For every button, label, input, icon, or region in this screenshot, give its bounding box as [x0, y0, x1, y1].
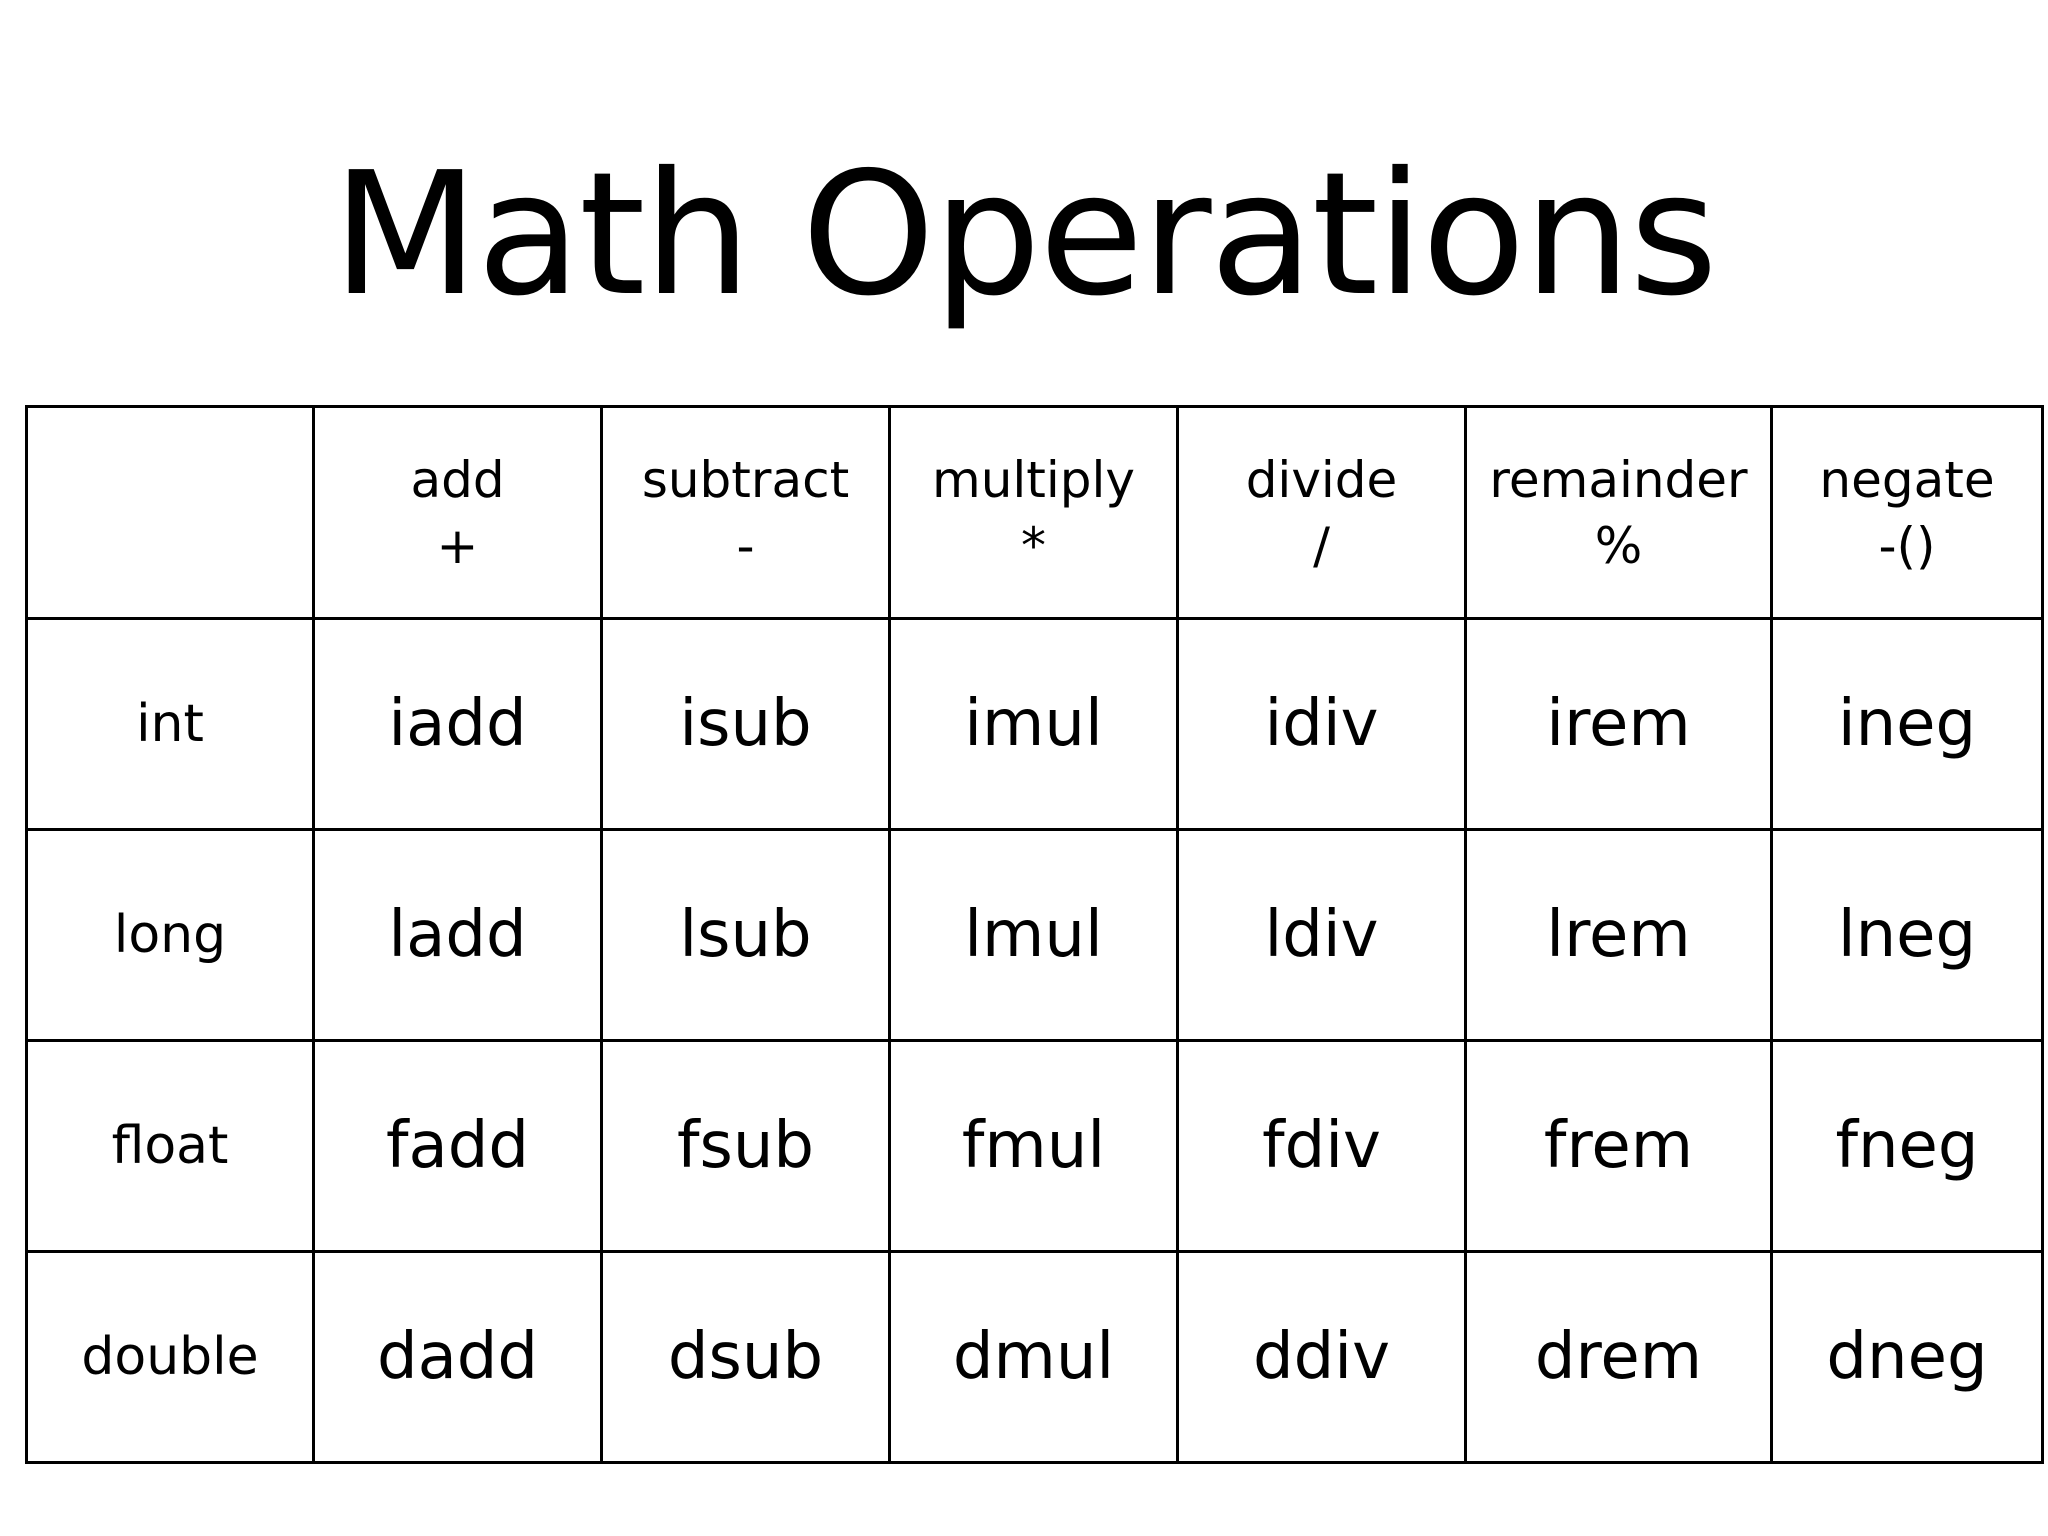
- table-row-int: [27, 619, 2043, 830]
- table-row-float: [27, 1041, 2043, 1252]
- instruction-cell: ladd: [314, 830, 602, 1041]
- instruction-cell: ddiv: [1178, 1252, 1466, 1463]
- type-label: float: [27, 1041, 314, 1252]
- table-row-double: [27, 1252, 2043, 1463]
- operation-symbol: -: [736, 516, 755, 575]
- header-add: [314, 407, 602, 619]
- operation-symbol: -(): [1878, 516, 1936, 575]
- instruction-cell: ldiv: [1178, 830, 1466, 1041]
- instruction-cell: lmul: [890, 830, 1178, 1041]
- instruction-cell: ineg: [1772, 619, 2043, 830]
- instruction-cell: dneg: [1772, 1252, 2043, 1463]
- instruction-cell: dadd: [314, 1252, 602, 1463]
- instruction-cell: fdiv: [1178, 1041, 1466, 1252]
- instruction-cell: fmul: [890, 1041, 1178, 1252]
- instruction-cell: idiv: [1178, 619, 1466, 830]
- instruction-cell: frem: [1466, 1041, 1772, 1252]
- header-row: [27, 407, 2043, 619]
- operation-name: negate: [1819, 450, 1995, 509]
- operation-name: divide: [1245, 450, 1398, 509]
- instruction-cell: fsub: [602, 1041, 890, 1252]
- instruction-cell: dmul: [890, 1252, 1178, 1463]
- instruction-cell: iadd: [314, 619, 602, 830]
- math-operations-table: [25, 405, 2044, 1464]
- header-remainder: [1466, 407, 1772, 619]
- instruction-cell: dsub: [602, 1252, 890, 1463]
- header-negate: [1772, 407, 2043, 619]
- operation-name: multiply: [931, 450, 1135, 509]
- header-subtract: [602, 407, 890, 619]
- operation-name: add: [410, 450, 505, 509]
- type-label: long: [27, 830, 314, 1041]
- corner-cell: [27, 407, 314, 619]
- operation-symbol: +: [436, 516, 479, 575]
- table-row-long: [27, 830, 2043, 1041]
- instruction-cell: imul: [890, 619, 1178, 830]
- header-multiply: [890, 407, 1178, 619]
- header-divide: [1178, 407, 1466, 619]
- instruction-cell: fadd: [314, 1041, 602, 1252]
- instruction-cell: irem: [1466, 619, 1772, 830]
- slide-title: Math Operations: [332, 136, 1716, 334]
- instruction-cell: lneg: [1772, 830, 2043, 1041]
- instruction-cell: isub: [602, 619, 890, 830]
- instruction-cell: lrem: [1466, 830, 1772, 1041]
- instruction-cell: fneg: [1772, 1041, 2043, 1252]
- type-label: int: [27, 619, 314, 830]
- operation-symbol: /: [1313, 516, 1330, 575]
- instruction-cell: lsub: [602, 830, 890, 1041]
- operation-name: subtract: [641, 450, 850, 509]
- operation-symbol: *: [1021, 516, 1046, 575]
- operation-symbol: %: [1594, 516, 1643, 575]
- instruction-cell: drem: [1466, 1252, 1772, 1463]
- operation-name: remainder: [1489, 450, 1748, 509]
- type-label: double: [27, 1252, 314, 1463]
